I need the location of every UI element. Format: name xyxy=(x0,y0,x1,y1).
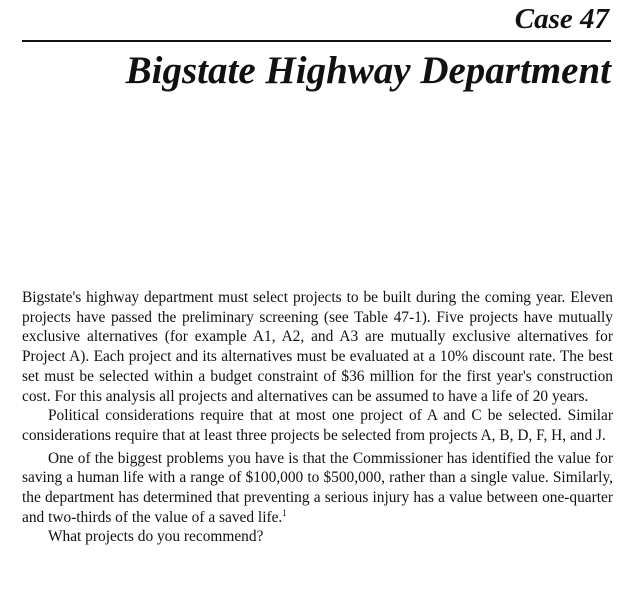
case-body xyxy=(22,288,613,547)
paragraph-2: Political considerations require that at most one project of A and C be selected. Similar considerations require that at least three projects be selected from projects A, B, D, F, H, and J. xyxy=(22,407,613,444)
paragraph-3-text: One of the biggest problems you have is that the Commissioner has identified the value for saving a human life with a range of $100,000 to $500,000, rather than a single value. Similarly, the department has determined that preventing a serious injury has a value between one-quarter and two-thirds of the value of a saved life. xyxy=(22,449,613,526)
paragraph-4: What projects do you recommend? xyxy=(48,528,264,546)
case-title: Bigstate Highway Department xyxy=(125,49,611,92)
case-number: Case 47 xyxy=(514,3,609,35)
footnote-marker: 1 xyxy=(282,507,287,518)
paragraph-1: Bigstate's highway department must select projects to be built during the coming year. Eleven projects have passed the preliminary screening (see Table 47-1). Five projects have mutually exclusive alternatives (for example A1, A2, and A3 are mutually exclusive alternatives for Project A). Each project and its alternatives must be evaluated at a 10% discount rate. The best set must be selected within a budget constraint of $36 million for the first year's construction cost. For this analysis all projects and alternatives can be assumed to have a life of 20 years. xyxy=(22,289,613,405)
header-rule xyxy=(22,40,611,42)
paragraph-3 xyxy=(22,449,613,528)
